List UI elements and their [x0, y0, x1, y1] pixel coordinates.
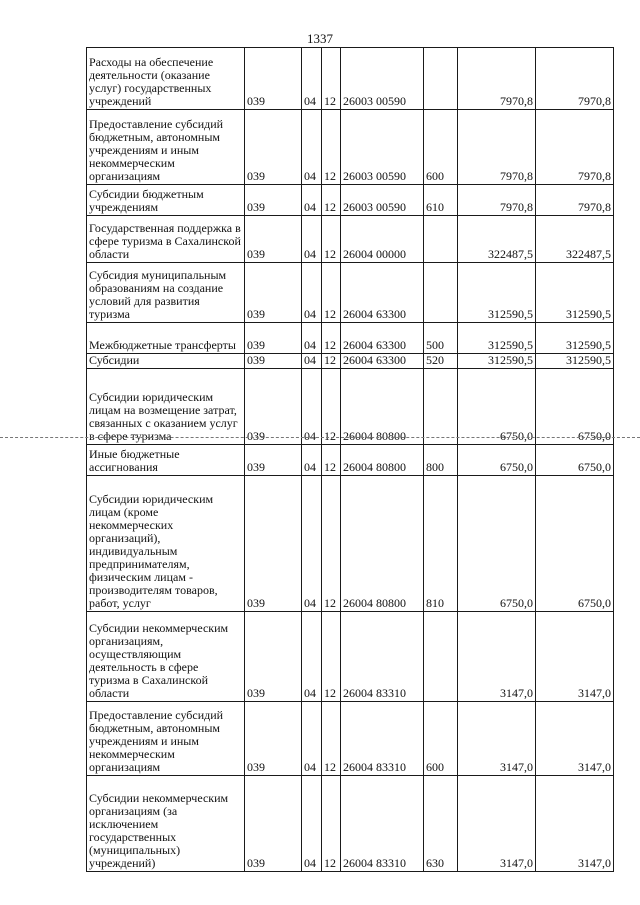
- table-row: [87, 110, 614, 185]
- table-row: [87, 702, 614, 776]
- amount-1: 3147,0: [458, 702, 536, 776]
- ministry-code: 039: [245, 612, 302, 702]
- amount-2: 3147,0: [536, 612, 614, 702]
- table-row: [87, 612, 614, 702]
- table-row: [87, 369, 614, 445]
- section-code: 04: [302, 323, 322, 354]
- section-code: 04: [302, 263, 322, 323]
- section-code: 04: [302, 612, 322, 702]
- row-name: Межбюджетные трансферты: [87, 323, 245, 354]
- amount-2: 6750,0: [536, 369, 614, 445]
- amount-1: 7970,8: [458, 185, 536, 216]
- expense-type-code: [424, 263, 458, 323]
- amount-1: 312590,5: [458, 263, 536, 323]
- expense-type-code: 500: [424, 323, 458, 354]
- amount-1: 6750,0: [458, 476, 536, 612]
- ministry-code: 039: [245, 702, 302, 776]
- row-name: Субсидия муниципальным образованиям на создание условий для развития туризма: [87, 263, 245, 323]
- row-name: Предоставление субсидий бюджетным, автономным учреждениям и иным некоммерческим организациям: [87, 110, 245, 185]
- table-row: [87, 216, 614, 263]
- expense-type-code: 800: [424, 445, 458, 476]
- amount-2: 3147,0: [536, 702, 614, 776]
- section-code: 04: [302, 445, 322, 476]
- amount-1: 3147,0: [458, 776, 536, 872]
- subsection-code: 12: [322, 110, 341, 185]
- table-row: [87, 185, 614, 216]
- section-code: 04: [302, 216, 322, 263]
- section-code: 04: [302, 369, 322, 445]
- subsection-code: 12: [322, 216, 341, 263]
- expense-type-code: [424, 48, 458, 110]
- amount-1: 6750,0: [458, 445, 536, 476]
- ministry-code: 039: [245, 776, 302, 872]
- row-name: Субсидии некоммерческим организациям, осуществляющим деятельность в сфере туризма в Сахалинской области: [87, 612, 245, 702]
- amount-1: 312590,5: [458, 323, 536, 354]
- expense-type-code: 630: [424, 776, 458, 872]
- subsection-code: 12: [322, 263, 341, 323]
- section-code: 04: [302, 110, 322, 185]
- amount-1: 7970,8: [458, 110, 536, 185]
- target-code: 26004 00000: [341, 216, 424, 263]
- amount-1: 6750,0: [458, 369, 536, 445]
- row-name: Субсидии юридическим лицам (кроме некоммерческих организаций), индивидуальным предпринимателям, физическим лицам - производителям товаров, работ, услуг: [87, 476, 245, 612]
- amount-2: 3147,0: [536, 776, 614, 872]
- ministry-code: 039: [245, 354, 302, 369]
- table-row: [87, 445, 614, 476]
- ministry-code: 039: [245, 323, 302, 354]
- page-number: 1337: [307, 31, 333, 46]
- amount-2: 312590,5: [536, 323, 614, 354]
- target-code: 26004 63300: [341, 354, 424, 369]
- amount-1: 3147,0: [458, 612, 536, 702]
- target-code: 26004 63300: [341, 323, 424, 354]
- amount-2: 7970,8: [536, 48, 614, 110]
- section-code: 04: [302, 48, 322, 110]
- expense-type-code: 600: [424, 702, 458, 776]
- amount-1: 322487,5: [458, 216, 536, 263]
- budget-table: [86, 47, 614, 872]
- expense-type-code: 810: [424, 476, 458, 612]
- ministry-code: 039: [245, 369, 302, 445]
- expense-type-code: 520: [424, 354, 458, 369]
- amount-2: 6750,0: [536, 445, 614, 476]
- target-code: 26004 80800: [341, 445, 424, 476]
- ministry-code: 039: [245, 110, 302, 185]
- section-code: 04: [302, 185, 322, 216]
- table-row: [87, 263, 614, 323]
- section-code: 04: [302, 354, 322, 369]
- subsection-code: 12: [322, 776, 341, 872]
- amount-2: 312590,5: [536, 263, 614, 323]
- target-code: 26003 00590: [341, 185, 424, 216]
- target-code: 26004 83310: [341, 702, 424, 776]
- amount-2: 7970,8: [536, 110, 614, 185]
- target-code: 26003 00590: [341, 110, 424, 185]
- expense-type-code: [424, 216, 458, 263]
- target-code: 26004 80800: [341, 476, 424, 612]
- ministry-code: 039: [245, 263, 302, 323]
- amount-1: 7970,8: [458, 48, 536, 110]
- amount-2: 6750,0: [536, 476, 614, 612]
- amount-2: 7970,8: [536, 185, 614, 216]
- ministry-code: 039: [245, 216, 302, 263]
- expense-type-code: 610: [424, 185, 458, 216]
- row-name: Государственная поддержка в сфере туризма в Сахалинской области: [87, 216, 245, 263]
- amount-2: 322487,5: [536, 216, 614, 263]
- row-name: Субсидии некоммерческим организациям (за исключением государственных (муниципальных) учреждений): [87, 776, 245, 872]
- table-row: [87, 323, 614, 354]
- table-row: [87, 48, 614, 110]
- row-name: Субсидии бюджетным учреждениям: [87, 185, 245, 216]
- target-code: 26004 80800: [341, 369, 424, 445]
- row-name: Расходы на обеспечение деятельности (оказание услуг) государственных учреждений: [87, 48, 245, 110]
- row-name: Иные бюджетные ассигнования: [87, 445, 245, 476]
- table-row: [87, 776, 614, 872]
- row-name: Субсидии юридическим лицам на возмещение затрат, связанных с оказанием услуг в сфере туризма: [87, 369, 245, 445]
- row-name: Субсидии: [87, 354, 245, 369]
- subsection-code: 12: [322, 323, 341, 354]
- section-code: 04: [302, 776, 322, 872]
- budget-table-body: [87, 48, 614, 872]
- ministry-code: 039: [245, 48, 302, 110]
- amount-1: 312590,5: [458, 354, 536, 369]
- ministry-code: 039: [245, 185, 302, 216]
- expense-type-code: 600: [424, 110, 458, 185]
- target-code: 26004 83310: [341, 776, 424, 872]
- subsection-code: 12: [322, 476, 341, 612]
- subsection-code: 12: [322, 354, 341, 369]
- ministry-code: 039: [245, 476, 302, 612]
- subsection-code: 12: [322, 48, 341, 110]
- scan-fold-line: [0, 437, 640, 438]
- expense-type-code: [424, 612, 458, 702]
- section-code: 04: [302, 702, 322, 776]
- subsection-code: 12: [322, 702, 341, 776]
- row-name: Предоставление субсидий бюджетным, автономным учреждениям и иным некоммерческим организациям: [87, 702, 245, 776]
- subsection-code: 12: [322, 612, 341, 702]
- section-code: 04: [302, 476, 322, 612]
- table-row: [87, 354, 614, 369]
- subsection-code: 12: [322, 369, 341, 445]
- target-code: 26004 83310: [341, 612, 424, 702]
- table-row: [87, 476, 614, 612]
- subsection-code: 12: [322, 185, 341, 216]
- amount-2: 312590,5: [536, 354, 614, 369]
- ministry-code: 039: [245, 445, 302, 476]
- subsection-code: 12: [322, 445, 341, 476]
- target-code: 26004 63300: [341, 263, 424, 323]
- expense-type-code: [424, 369, 458, 445]
- target-code: 26003 00590: [341, 48, 424, 110]
